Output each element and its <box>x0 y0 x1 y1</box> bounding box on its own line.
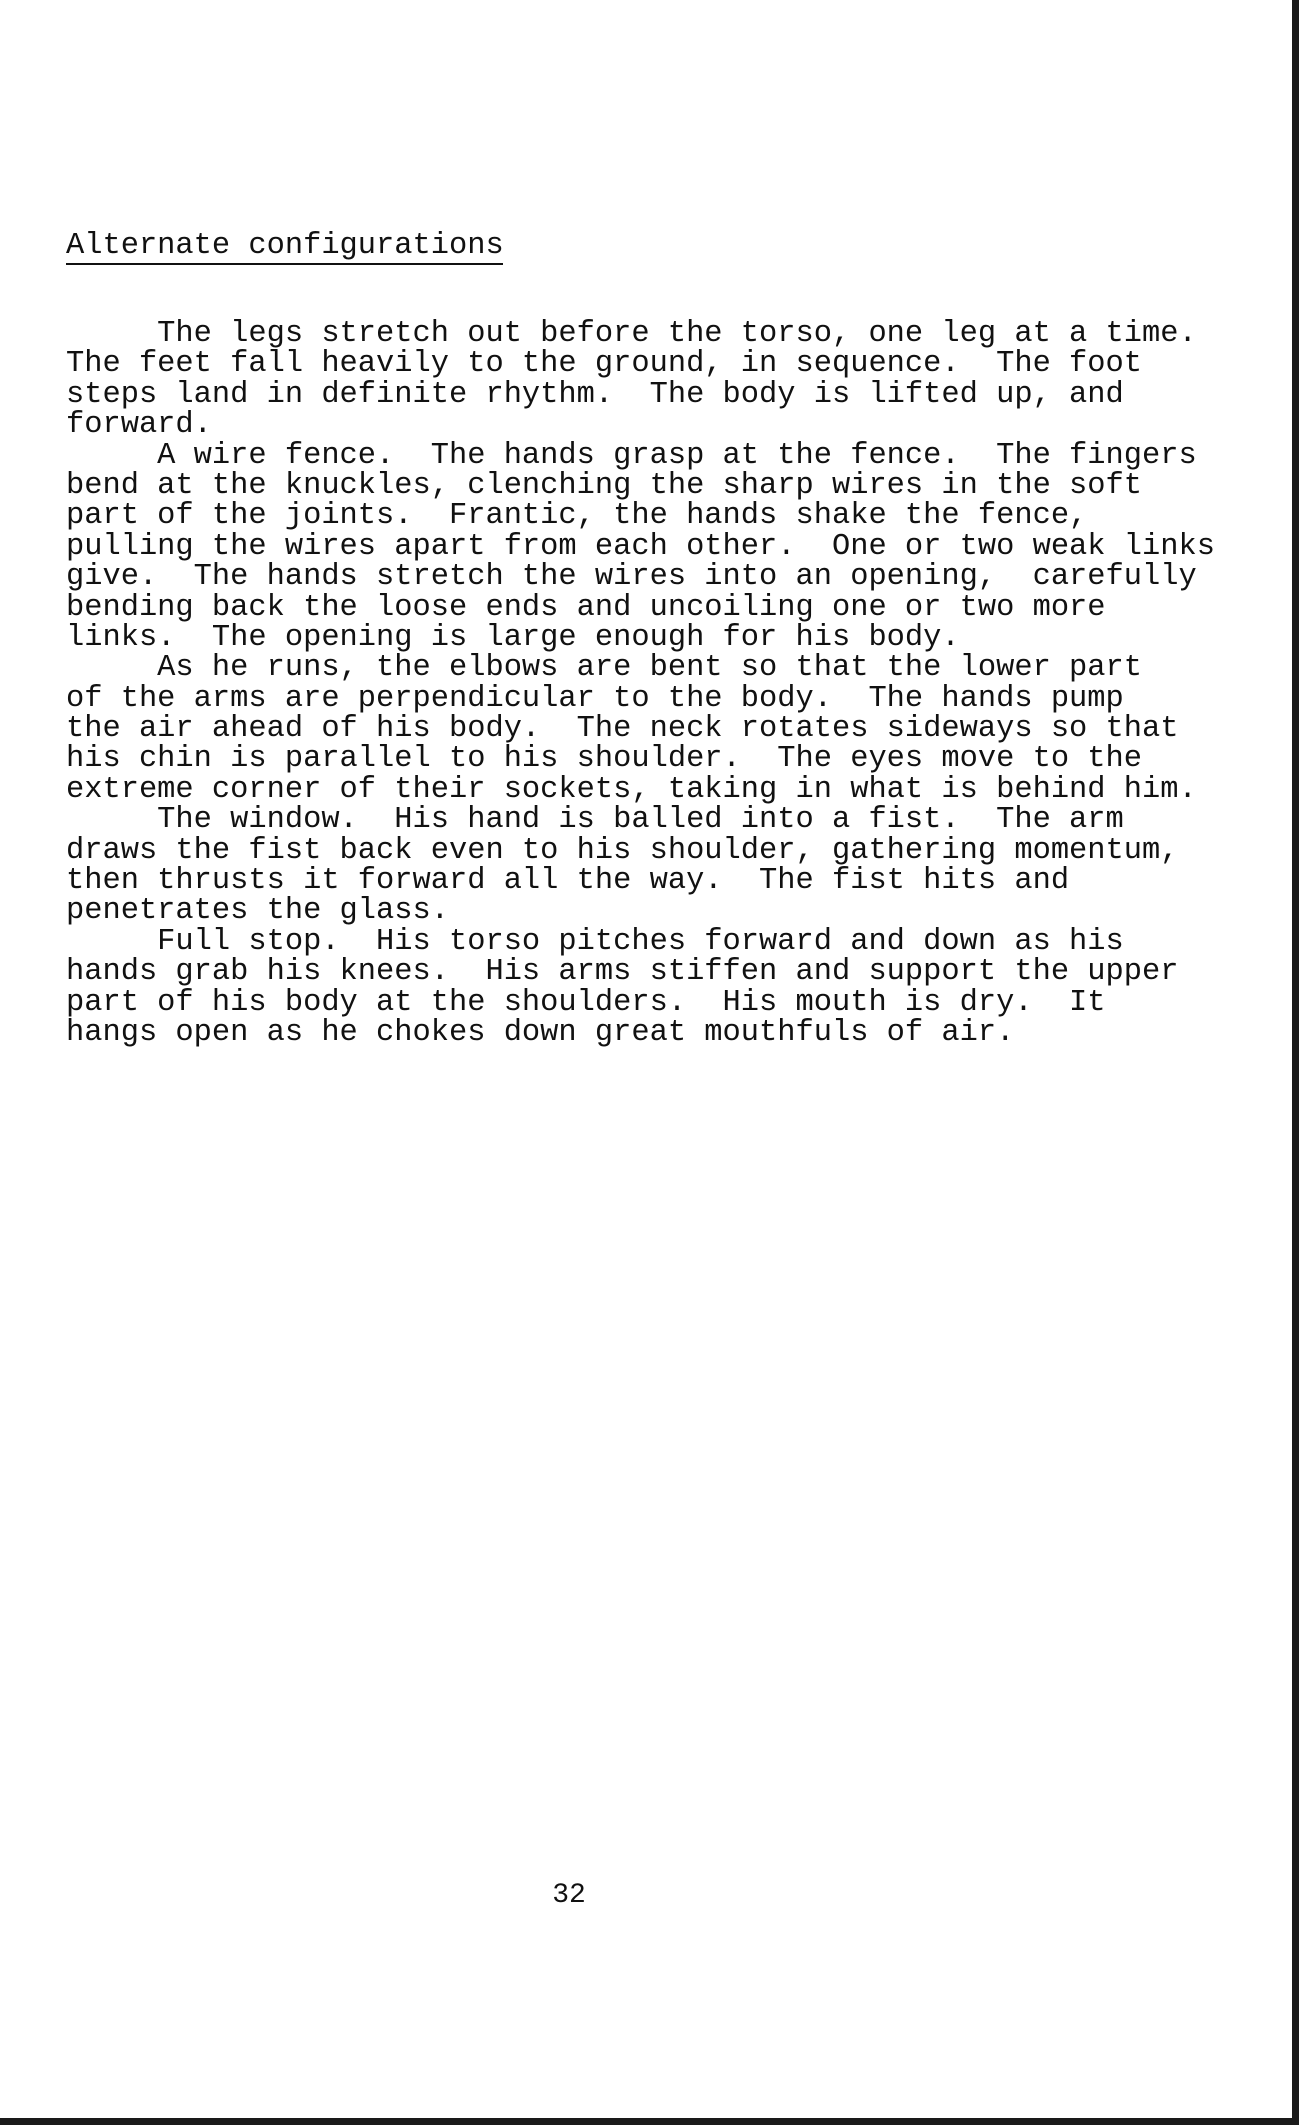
text-line: hands grab his knees. His arms stiffen and support the upper <box>66 955 1179 990</box>
text-line: his chin is parallel to his shoulder. The eyes move to the <box>66 742 1143 777</box>
section-heading: Alternate configurations <box>66 229 504 263</box>
text-line: then thrusts it forward all the way. The fist hits and <box>66 864 1070 899</box>
text-line: hangs open as he chokes down great mouthfuls of air. <box>66 1015 1015 1050</box>
text-line: extreme corner of their sockets, taking in what is behind him. <box>66 772 1197 807</box>
text-line: part of the joints. Frantic, the hands shake the fence, <box>66 499 1088 534</box>
text-line: The window. His hand is balled into a fist. The arm <box>66 803 1124 838</box>
text-line: bend at the knuckles, clenching the sharp wires in the soft <box>66 468 1143 503</box>
text-line: the air ahead of his body. The neck rotates sideways so that <box>66 712 1179 747</box>
scan-edge-bottom <box>0 2118 1299 2125</box>
text-line: The feet fall heavily to the ground, in sequence. The foot <box>66 347 1143 382</box>
body-text <box>66 319 1215 1048</box>
text-line: Full stop. His torso pitches forward and down as his <box>66 924 1124 959</box>
text-line: give. The hands stretch the wires into an opening, carefully <box>66 560 1197 595</box>
text-line: links. The opening is large enough for his body. <box>66 620 960 655</box>
page-number: 32 <box>552 1880 586 1911</box>
scan-edge-right <box>1292 0 1299 2125</box>
text-line: A wire fence. The hands grasp at the fence. The fingers <box>66 438 1197 473</box>
text-line: The legs stretch out before the torso, one leg at a time. <box>66 317 1197 351</box>
text-line: steps land in definite rhythm. The body is lifted up, and <box>66 377 1124 412</box>
heading-underline <box>66 263 503 265</box>
text-line: forward. <box>66 408 212 443</box>
text-line: bending back the loose ends and uncoiling one or two more <box>66 590 1106 625</box>
text-line: penetrates the glass. <box>66 894 449 929</box>
text-line: of the arms are perpendicular to the body. The hands pump <box>66 681 1124 716</box>
text-line: pulling the wires apart from each other. One or two weak links <box>66 529 1215 564</box>
text-line: part of his body at the shoulders. His mouth is dry. It <box>66 985 1106 1020</box>
text-line: As he runs, the elbows are bent so that the lower part <box>66 651 1143 686</box>
text-line: draws the fist back even to his shoulder, gathering momentum, <box>66 833 1179 868</box>
